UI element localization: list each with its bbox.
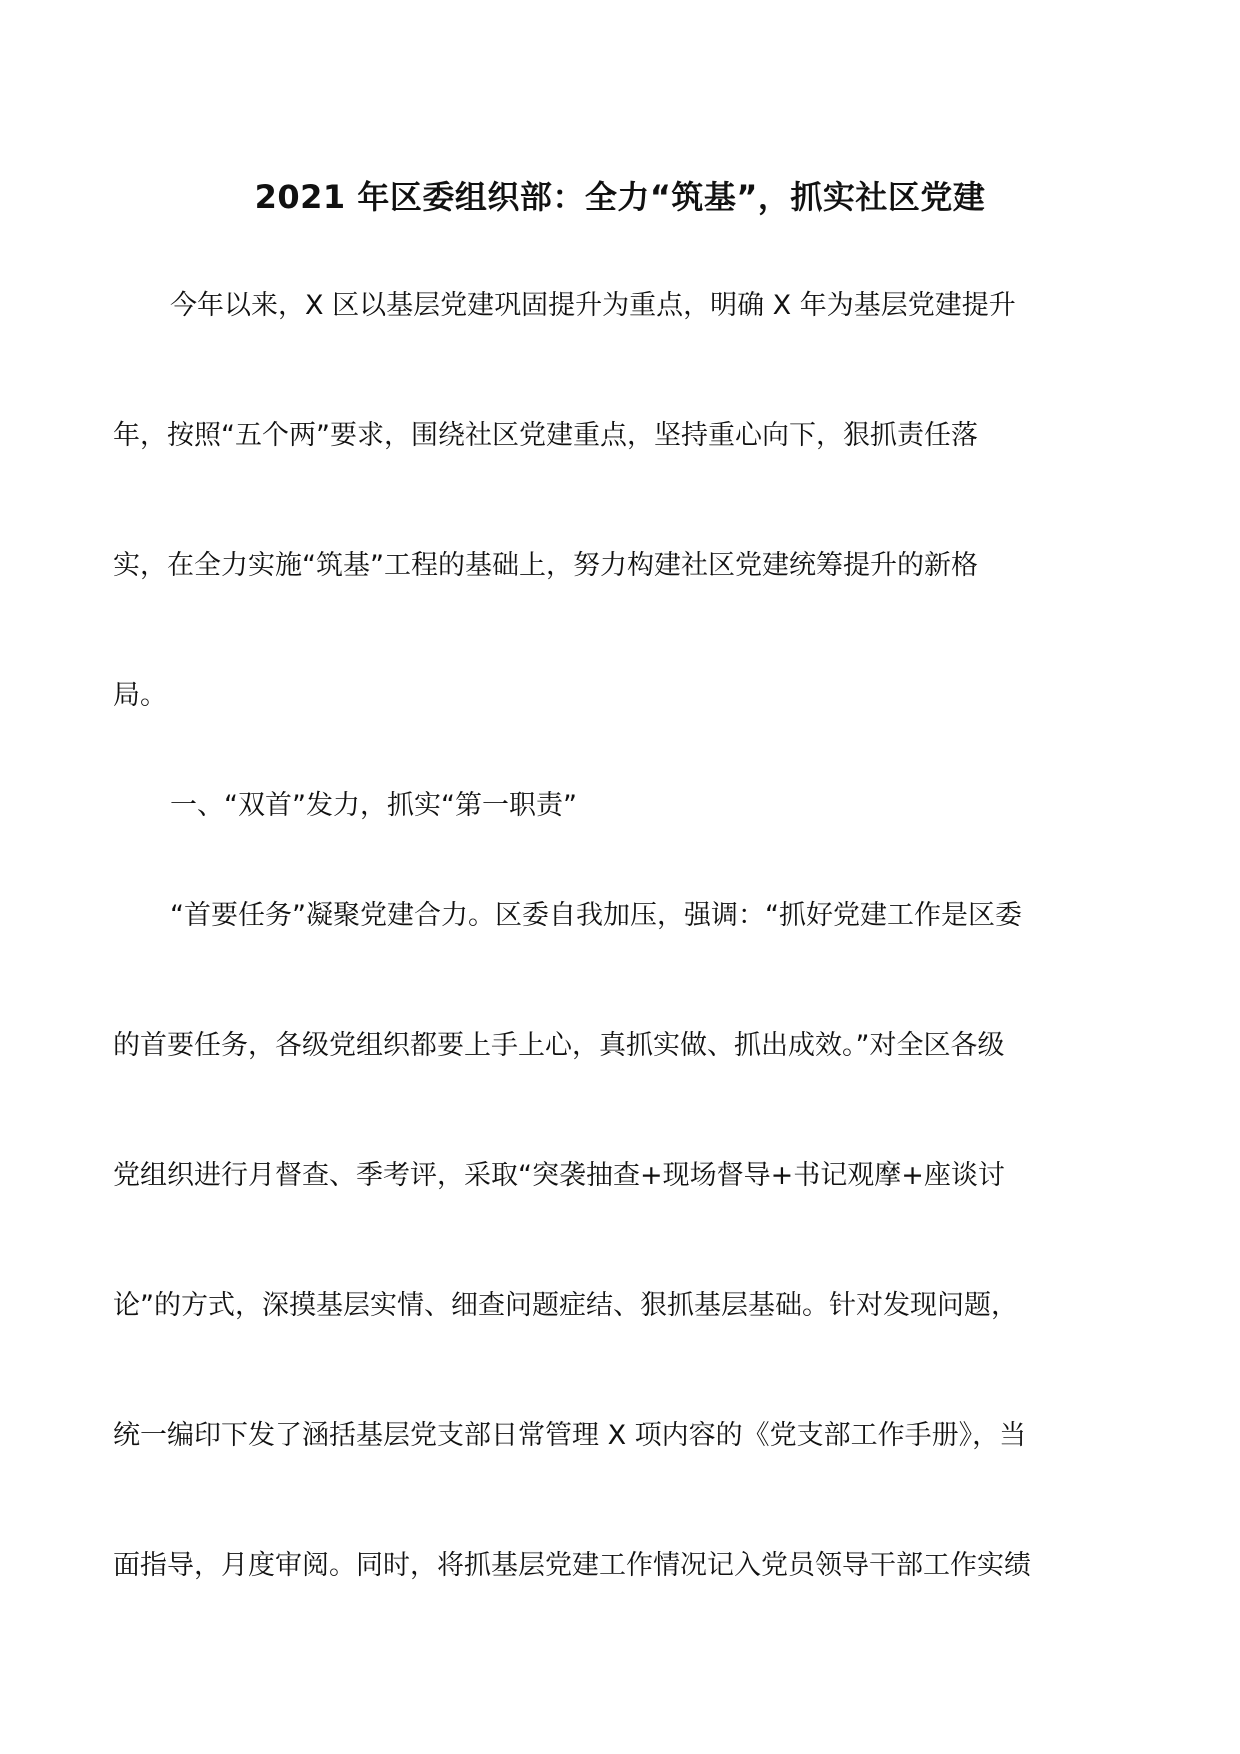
document-title: 2021 年区委组织部：全力“筑基”，抓实社区党建 xyxy=(254,178,986,216)
paragraph-line: “首要任务”凝聚党建合力。区委自我加压，强调：“抓好党建工作是区委 xyxy=(170,900,1022,931)
paragraph-line: 党组织进行月督查、季考评，采取“突袭抽查+现场督导+书记观摩+座谈讨 xyxy=(113,1160,1005,1191)
section-heading: 一、“双首”发力，抓实“第一职责” xyxy=(170,790,577,821)
paragraph-line: 实，在全力实施“筑基”工程的基础上，努力构建社区党建统筹提升的新格 xyxy=(113,550,978,581)
paragraph-line: 的首要任务，各级党组织都要上手上心，真抓实做、抓出成效。”对全区各级 xyxy=(113,1030,1005,1061)
paragraph-line: 统一编印下发了涵括基层党支部日常管理 X 项内容的《党支部工作手册》，当 xyxy=(113,1420,1027,1451)
paragraph-line: 年，按照“五个两”要求，围绕社区党建重点，坚持重心向下，狠抓责任落 xyxy=(113,420,978,451)
paragraph-line: 论”的方式，深摸基层实情、细查问题症结、狠抓基层基础。针对发现问题， xyxy=(113,1290,1018,1321)
paragraph-line: 今年以来，X 区以基层党建巩固提升为重点，明确 X 年为基层党建提升 xyxy=(170,290,1016,321)
paragraph-line: 局。 xyxy=(113,680,167,711)
paragraph-line: 面指导，月度审阅。同时，将抓基层党建工作情况记入党员领导干部工作实绩 xyxy=(113,1550,1031,1581)
